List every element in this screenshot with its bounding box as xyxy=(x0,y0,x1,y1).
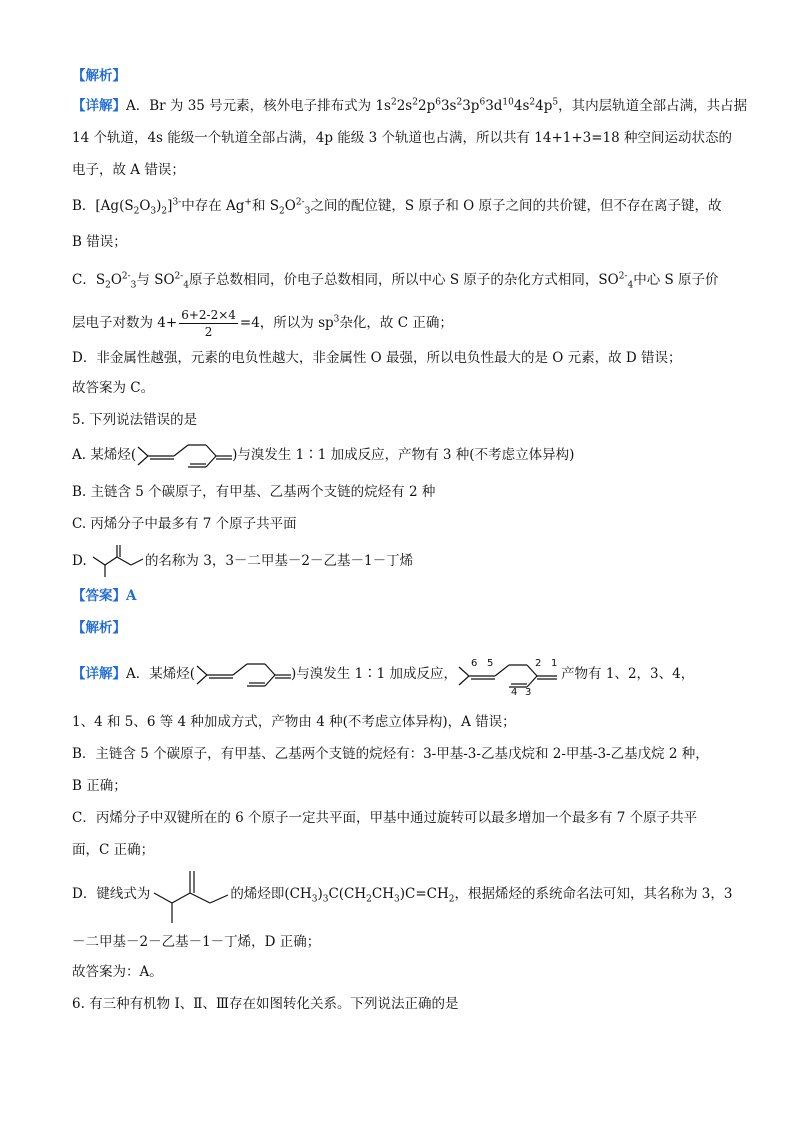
q4-b-line2: B 错误； xyxy=(72,234,127,250)
q5-answer-tag: 【答案】A xyxy=(72,588,137,604)
q4-a-line2: 14 个轨道，4s 能级一个轨道全部占满，4p 能级 3 个轨道也占满，所以共有 14+1+3=18 种空间运动状态的 xyxy=(72,130,733,146)
q4-answer: 故答案为 C。 xyxy=(72,380,155,396)
q5-detail-b1: B．主链含 5 个碳原子，有甲基、乙基两个支链的烷烃有：3-甲基-3-乙基戊烷和 2-甲基-3-乙基戊烷 2 种， xyxy=(72,746,709,762)
diene-structure-repeat xyxy=(195,660,291,690)
locant-4: 4 xyxy=(511,686,518,695)
alkene-structure-small xyxy=(91,545,145,579)
q5-detail-a: 【详解】A．某烯烃( )与溴发生 1∶1 加成反应， 6 5 2 1 4 3 产物有 1、2，3、4， xyxy=(72,654,694,695)
locant-1: 1 xyxy=(551,657,558,669)
q4-c-line2: 层电子对数为 4+ $\frac{6+2-2\times 4}{2}$ =4，所以为 $sp^3$杂化，故 C 正确； xyxy=(72,308,453,339)
numbered-diene-structure xyxy=(457,655,561,695)
q4-c-line1: C．$S_2O^{2-}_3$与 $SO^{2-}_4$原子总数相同，价电子总数相同，所以中心 S 原子的杂化方式相同，$SO^{2-}_4$中心 S 原子价 xyxy=(72,271,719,291)
q5-option-a: A. 某烯烃( )与溴发生 1∶1 加成反应，产物有 3 种(不考虑立体异构) xyxy=(72,440,574,471)
fraction: $\frac{6+2-2\times 4}{2}$ xyxy=(181,308,236,339)
q6-stem: 6. 有三种有机物 I、Ⅱ、Ⅲ存在如图转化关系。下列说法正确的是 xyxy=(72,996,459,1012)
q5-detail-c2: 面，C 正确； xyxy=(72,842,155,858)
q5-stem: 5. 下列说法错误的是 xyxy=(72,412,198,428)
q5-detail-d2: －二甲基－2－乙基－1－丁烯，D 正确； xyxy=(72,934,321,950)
q4-a-line3: 电子，故 A 错误； xyxy=(72,162,185,178)
locant-6: 6 xyxy=(471,657,478,669)
q5-jiexi-tag: 【解析】 xyxy=(72,620,126,636)
alkene-structure-large xyxy=(150,865,230,925)
q4-detail-tag: 【详解】 xyxy=(72,98,126,114)
q5-detail-a2: 1、4 和 5、6 等 4 种加成方式，产物由 4 种(不考虑立体异构)，A 错误； xyxy=(72,714,516,730)
q4-d-line1: D．非金属性越强，元素的电负性越大，非金属性 O 最强，所以电负性最大的是 O 元素，故 D 错误； xyxy=(72,350,682,366)
q5-detail-c1: C．丙烯分子中双键所在的 6 个原子一定共平面，甲基中通过旋转可以最多增加一个最多有 7 个原子共平 xyxy=(72,810,698,826)
q4-jiexi-tag: 【解析】 xyxy=(72,68,126,84)
q5-option-c: C. 丙烯分子中最多有 7 个原子共平面 xyxy=(72,516,297,532)
locant-2: 2 xyxy=(535,657,542,669)
q5-detail-d1: D．键线式为 的烯烃即$(CH_3)_3C(CH_2CH_3)C=CH_2$，根据烯烃的系统命名法可知，其名称为 3，3 xyxy=(72,864,732,925)
q5-detail-b2: B 正确； xyxy=(72,778,127,794)
q5-option-d: D. 的名称为 3，3－二甲基－2－乙基－1－丁烯 xyxy=(72,544,413,579)
locant-3: 3 xyxy=(525,686,532,695)
q5-answer-final: 故答案为：A。 xyxy=(72,964,163,980)
q4-a-line1: 【详解】A．Br 为 35 号元素，核外电子排布式为 $1s^22s^22p^63s^23p^63d^{10}4s^24p^5$，其内层轨道全部占满，共占据 xyxy=(72,97,748,114)
locant-5: 5 xyxy=(487,657,494,669)
diene-structure xyxy=(136,441,232,471)
q4-b-line1: B．$[Ag(S_2O_3)_2]^{3-}$中存在 Ag+和 $S_2O^{2-}_3$之间的配位键，S 原子和 O 原子之间的共价键，但不存在离子键，故 xyxy=(72,197,722,217)
q5-option-b: B. 主链含 5 个碳原子，有甲基、乙基两个支链的烷烃有 2 种 xyxy=(72,484,436,500)
